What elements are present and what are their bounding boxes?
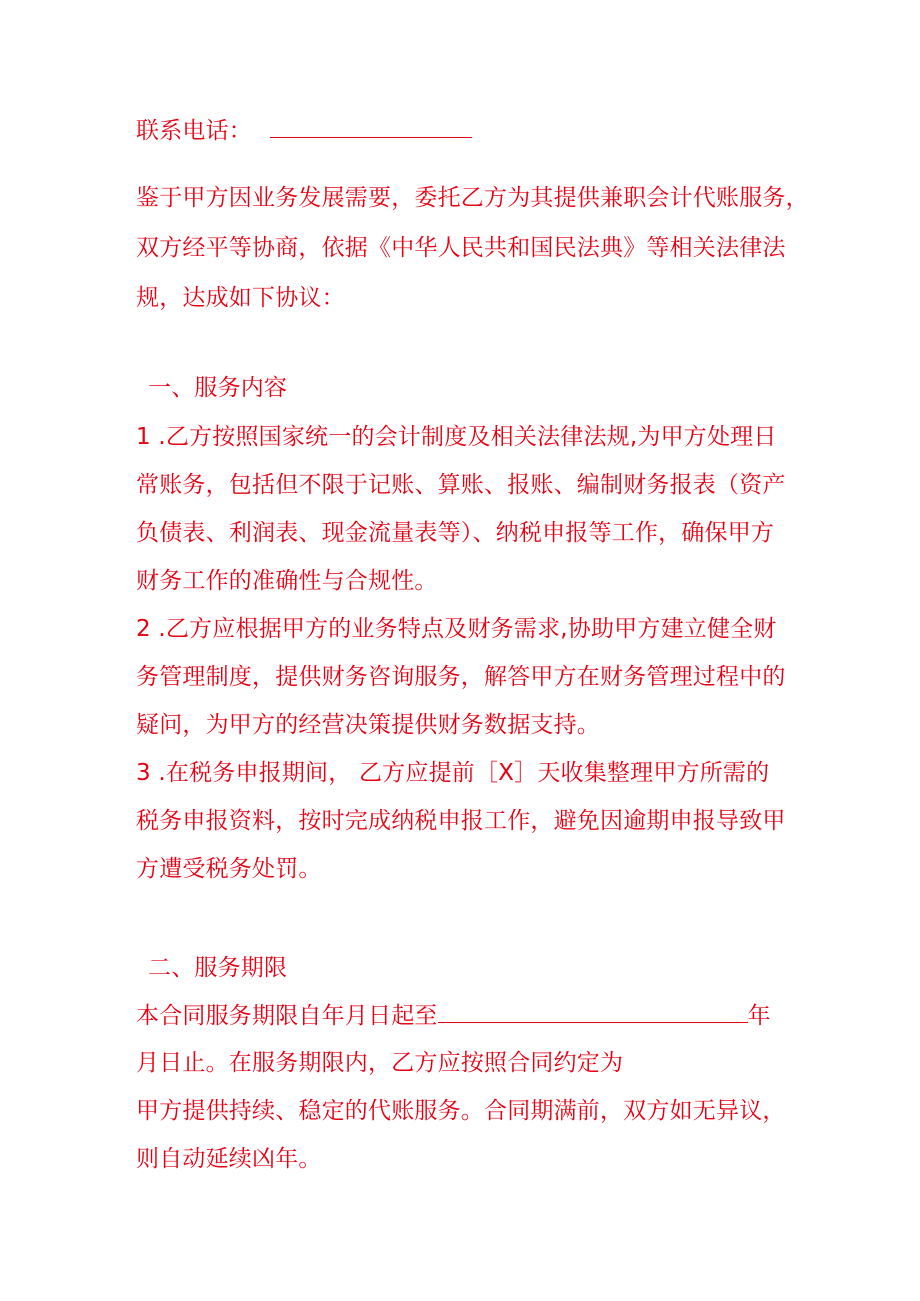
clause-line: 税务申报资料，按时完成纳税申报工作，避免因逾期申报导致甲: [136, 808, 786, 834]
contact-phone-label: 联系电话：: [136, 118, 252, 144]
clause-line: 2 .乙方应根据甲方的业务特点及财务需求,协助甲方建立健全财: [136, 616, 777, 642]
clause-line: 3 .在税务申报期间， 乙方应提前［X］天收集整理甲方所需的: [136, 760, 770, 786]
intro-line: 双方经平等协商，依据《中华人民共和国民法典》等相关法律法: [136, 235, 786, 261]
term-line: 甲方提供持续、稳定的代账服务。合同期满前，双方如无异议，: [136, 1098, 786, 1124]
clause-line: 务管理制度，提供财务咨询服务，解答甲方在财务管理过程中的: [136, 664, 786, 690]
term-end-date-blank: [438, 1000, 748, 1023]
section-heading-service-term: 二、服务期限: [148, 955, 288, 981]
contact-phone-blank: [270, 115, 472, 138]
intro-line: 鉴于甲方因业务发展需要，委托乙方为其提供兼职会计代账服务，: [136, 185, 809, 211]
section-heading-service-content: 一、服务内容: [148, 375, 288, 401]
term-text-after-blank: 年: [747, 1003, 771, 1029]
clause-line: 疑问，为甲方的经营决策提供财务数据支持。: [136, 712, 600, 738]
term-text-before-blank: 本合同服务期限自年月日起至: [136, 1003, 438, 1029]
clause-line: 常账务，包括但不限于记账、算账、报账、编制财务报表（资产: [136, 472, 786, 498]
clause-line: 财务工作的准确性与合规性。: [136, 568, 438, 594]
clause-line: 负债表、利润表、现金流量表等）、纳税申报等工作，确保甲方: [136, 520, 775, 546]
term-line: 则自动延续凶年。: [136, 1146, 322, 1172]
contact-phone-line: [136, 115, 472, 146]
intro-line: 规，达成如下协议：: [136, 285, 345, 311]
term-line-with-blank: [136, 1000, 771, 1031]
clause-line: 1 .乙方按照国家统一的会计制度及相关法律法规,为甲方处理日: [136, 424, 777, 450]
term-line: 月日止。在服务期限内，乙方应按照合同约定为: [136, 1050, 624, 1076]
clause-line: 方遭受税务处罚。: [136, 856, 322, 882]
